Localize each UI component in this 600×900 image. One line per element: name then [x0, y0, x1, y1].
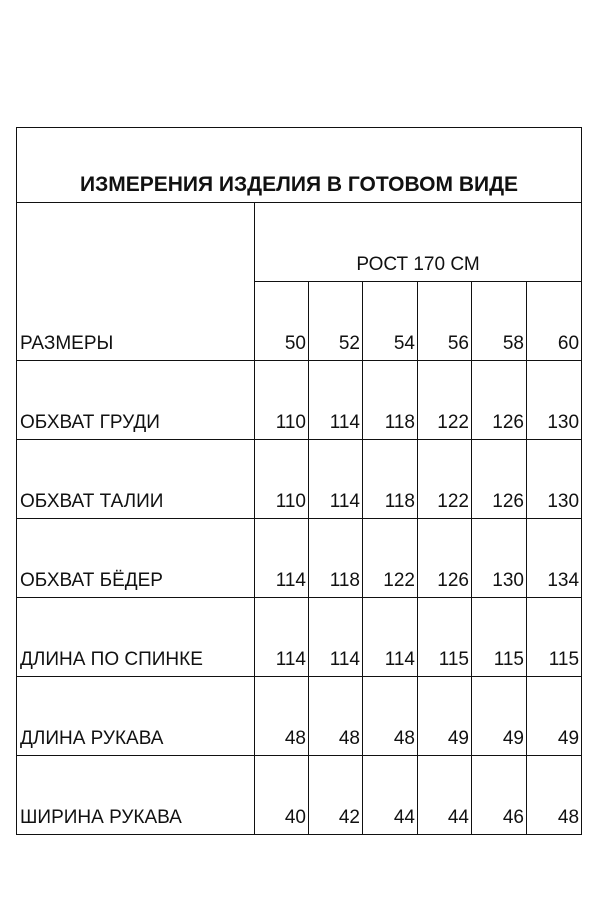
row-label: ДЛИНА ПО СПИНКЕ: [17, 598, 255, 677]
value-cell: 49: [418, 677, 472, 756]
value-cell: 122: [418, 361, 472, 440]
value-cell: 115: [418, 598, 472, 677]
table-row: [17, 598, 582, 677]
value-cell: 118: [309, 519, 363, 598]
value-cell: 110: [255, 361, 309, 440]
size-cell: 56: [418, 282, 472, 361]
sizes-label: РАЗМЕРЫ: [17, 203, 255, 361]
table-row: [17, 519, 582, 598]
table-row: [17, 361, 582, 440]
size-cell: 58: [472, 282, 527, 361]
value-cell: 49: [472, 677, 527, 756]
measurements-table: [16, 127, 582, 835]
value-cell: 44: [363, 756, 418, 835]
value-cell: 126: [418, 519, 472, 598]
table-row: [17, 440, 582, 519]
value-cell: 114: [255, 519, 309, 598]
value-cell: 126: [472, 361, 527, 440]
value-cell: 122: [418, 440, 472, 519]
table-title: ИЗМЕРЕНИЯ ИЗДЕЛИЯ В ГОТОВОМ ВИДЕ: [17, 128, 582, 203]
value-cell: 118: [363, 440, 418, 519]
size-cell: 60: [527, 282, 582, 361]
row-label: ШИРИНА РУКАВА: [17, 756, 255, 835]
value-cell: 110: [255, 440, 309, 519]
table-row: [17, 677, 582, 756]
value-cell: 130: [527, 440, 582, 519]
row-label: ОБХВАТ БЁДЕР: [17, 519, 255, 598]
value-cell: 114: [309, 440, 363, 519]
value-cell: 48: [255, 677, 309, 756]
value-cell: 46: [472, 756, 527, 835]
value-cell: 115: [472, 598, 527, 677]
value-cell: 114: [363, 598, 418, 677]
height-label: РОСТ 170 СМ: [255, 203, 582, 282]
size-cell: 50: [255, 282, 309, 361]
value-cell: 49: [527, 677, 582, 756]
height-row: [17, 203, 582, 282]
value-cell: 130: [527, 361, 582, 440]
value-cell: 118: [363, 361, 418, 440]
value-cell: 115: [527, 598, 582, 677]
value-cell: 48: [363, 677, 418, 756]
value-cell: 114: [309, 361, 363, 440]
table-row: [17, 756, 582, 835]
size-cell: 54: [363, 282, 418, 361]
value-cell: 126: [472, 440, 527, 519]
value-cell: 44: [418, 756, 472, 835]
value-cell: 114: [255, 598, 309, 677]
value-cell: 48: [309, 677, 363, 756]
size-cell: 52: [309, 282, 363, 361]
title-row: [17, 128, 582, 203]
value-cell: 42: [309, 756, 363, 835]
row-label: ОБХВАТ ГРУДИ: [17, 361, 255, 440]
row-label: ОБХВАТ ТАЛИИ: [17, 440, 255, 519]
value-cell: 40: [255, 756, 309, 835]
value-cell: 122: [363, 519, 418, 598]
row-label: ДЛИНА РУКАВА: [17, 677, 255, 756]
value-cell: 130: [472, 519, 527, 598]
value-cell: 134: [527, 519, 582, 598]
value-cell: 48: [527, 756, 582, 835]
value-cell: 114: [309, 598, 363, 677]
